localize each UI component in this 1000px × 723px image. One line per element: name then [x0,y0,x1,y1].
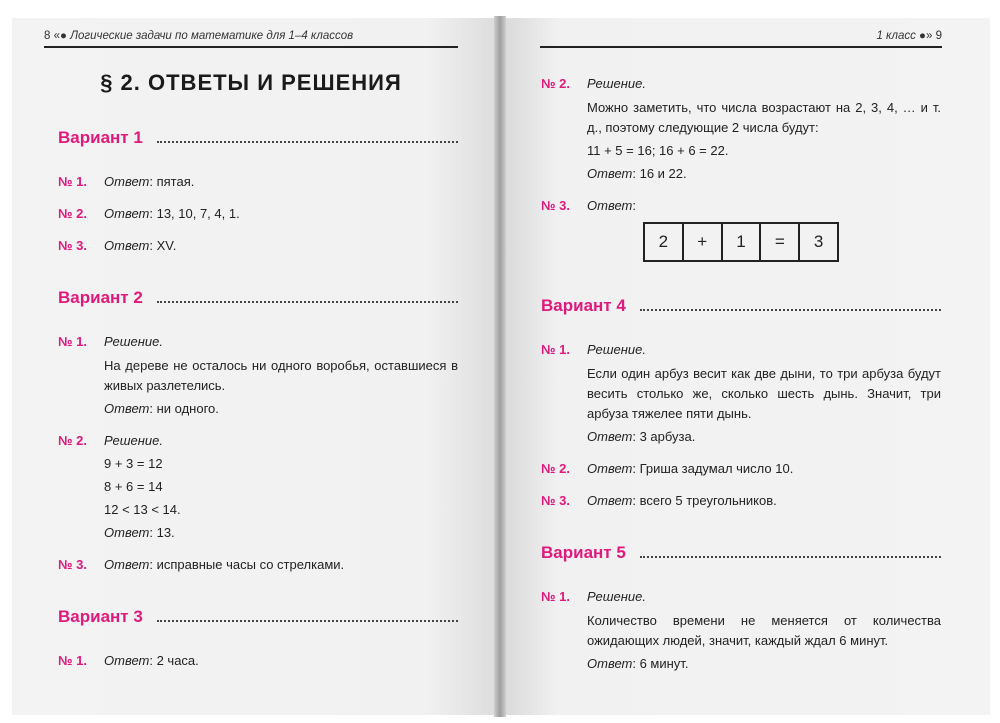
solution-label: Решение. [104,334,164,349]
task-item [541,196,941,216]
answer-label: Ответ [587,429,633,444]
variant-heading [541,296,941,316]
task-number: № 3. [541,493,570,508]
answer-text: : 16 и 22. [632,166,687,181]
right-header-marks: ●» [919,30,933,42]
equation-cell: 2 [645,224,684,260]
dotted-leader [157,619,458,622]
answer-label: Ответ [104,238,150,253]
right-page-number: 9 [935,30,942,42]
task-number: № 3. [541,198,570,213]
solution-text: Можно заметить, что числа возрастают на 2, 3, 4, … и т. д., поэтому следующие 2 числа будут: [587,100,941,135]
solution-label: Решение. [587,76,647,91]
dotted-leader [157,140,458,143]
task-number: № 1. [541,589,570,604]
variant-title: Вариант 4 [541,296,626,315]
answer-text: : XV. [149,238,177,253]
equation-line: 12 < 13 < 14. [104,502,181,517]
answer-label: Ответ [104,206,150,221]
answer-text: : 2 часа. [149,653,199,668]
right-header-title: 1 класс [876,30,916,42]
section-title: § 2. ОТВЕТЫ И РЕШЕНИЯ [100,70,402,95]
task-item [541,491,941,511]
left-header-marks: «● [53,30,67,42]
answer-label: Ответ [587,166,633,181]
dotted-leader [640,308,941,311]
equation-cell: 3 [813,232,824,251]
task-number: № 1. [58,334,87,349]
variant-title: Вариант 1 [58,128,143,147]
answer-label: Ответ [104,401,150,416]
answer-label: Ответ [587,656,633,671]
answer-text: : исправные часы со стрелками. [149,557,345,572]
task-item [58,431,458,543]
equation-cell: 1 [723,224,762,260]
answer-label: Ответ [587,198,633,213]
equation-cell: + [684,224,723,260]
task-number: № 2. [541,76,570,91]
left-header-title: Логические задачи по математике для 1–4 классов [70,30,354,42]
answer-label: Ответ [587,493,633,508]
right-running-header [540,30,942,48]
dotted-leader [640,555,941,558]
equation-cell: = [761,224,800,260]
task-number: № 1. [541,342,570,357]
variant-heading [58,288,458,308]
variant-heading [58,607,458,627]
answer-text: : Гриша задумал число 10. [632,461,794,476]
answer-text: : 3 арбуза. [632,429,696,444]
task-item [541,459,941,479]
task-number: № 3. [58,238,87,253]
equation-box [643,222,839,262]
task-number: № 2. [58,206,87,221]
task-number: № 2. [58,433,87,448]
task-item [541,74,941,184]
left-column [58,128,458,683]
variant-title: Вариант 2 [58,288,143,307]
answer-label: Ответ [104,174,150,189]
equation-line: 8 + 6 = 14 [104,479,163,494]
solution-text: Если один арбуз весит как две дыни, то три арбуза будут весить столько же, сколько шесть дынь. Значит, три арбуза тяжелее пяти дынь. [587,366,941,421]
left-page-number: 8 [44,30,51,42]
solution-text: На дереве не осталось ни одного воробья, оставшиеся в живых разлетелись. [104,358,458,393]
answer-label: Ответ [104,525,150,540]
task-item [58,651,458,671]
equation-line: 11 + 5 = 16; 16 + 6 = 22. [587,143,729,158]
answer-text: : ни одного. [149,401,219,416]
equation-line: 9 + 3 = 12 [104,456,163,471]
solution-label: Решение. [104,433,164,448]
answer-text: : всего 5 треугольников. [632,493,777,508]
answer-label: Ответ [104,557,150,572]
solution-text: Количество времени не меняется от количества ожидающих людей, значит, каждый ждал 6 минут. [587,613,941,648]
variant-heading [541,543,941,563]
answer-text: : [632,198,636,213]
task-number: № 1. [58,653,87,668]
answer-label: Ответ [587,461,633,476]
answer-text: : пятая. [149,174,195,189]
task-number: № 1. [58,174,87,189]
task-item [541,340,941,447]
variant-title: Вариант 3 [58,607,143,626]
task-item [541,587,941,674]
answer-text: : 13, 10, 7, 4, 1. [149,206,240,221]
task-item [58,204,458,224]
answer-label: Ответ [104,653,150,668]
solution-label: Решение. [587,589,647,604]
variant-heading [58,128,458,148]
solution-label: Решение. [587,342,647,357]
task-number: № 2. [541,461,570,476]
task-item [58,555,458,575]
task-number: № 3. [58,557,87,572]
answer-text: : 6 минут. [632,656,689,671]
right-column [541,74,941,686]
left-running-header [44,30,458,48]
dotted-leader [157,300,458,303]
task-item [58,332,458,419]
book-gutter [494,16,506,717]
task-item [58,172,458,192]
variant-title: Вариант 5 [541,543,626,562]
task-item [58,236,458,256]
answer-text: : 13. [149,525,175,540]
